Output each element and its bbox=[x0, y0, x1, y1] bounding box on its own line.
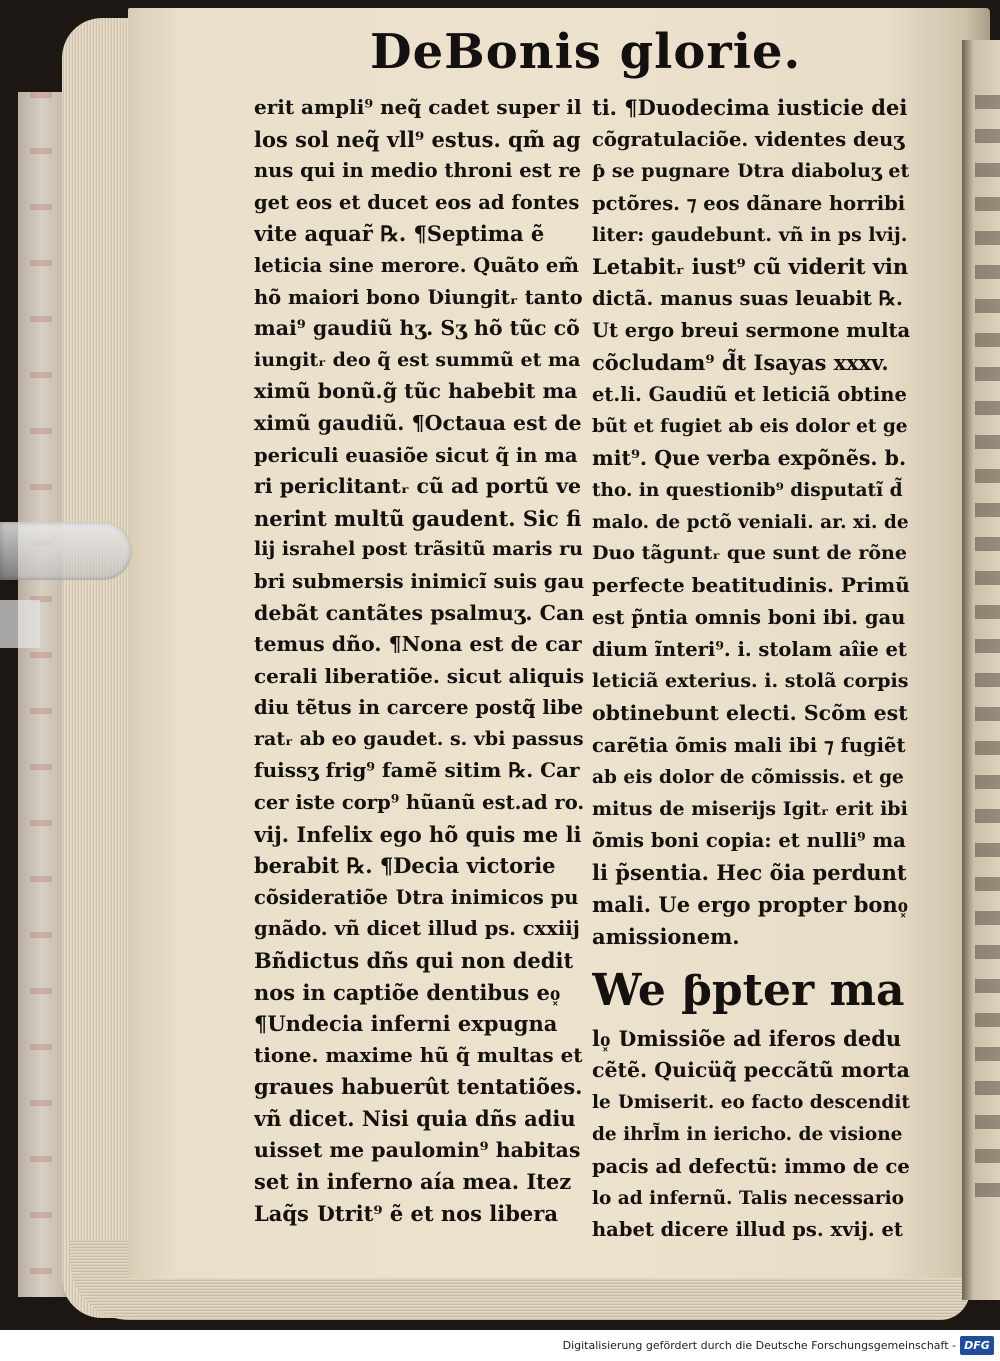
text-line: gnãdo. vñ dicet illud ps. cxxiij bbox=[254, 917, 580, 941]
text-line: ximũ gaudiũ. ¶Octaua est de bbox=[254, 410, 582, 435]
text-line: õmis boni copia: et nulli⁹ ma bbox=[592, 829, 906, 853]
text-line: berabit ℞. ¶Decia victorie bbox=[254, 853, 556, 879]
text-line: bri submersis inimicĩ suis gau bbox=[254, 569, 584, 593]
text-line: fuissʒ frig⁹ famẽ sitim ℞. Car bbox=[254, 758, 580, 783]
text-line: mali. Ue ergo propter bono͓ bbox=[592, 892, 909, 918]
text-line: mai⁹ gaudiũ hʒ. Sʒ hõ tũc cõ bbox=[254, 316, 580, 341]
text-line: Laq̃s Ʋtrit⁹ ẽ et nos libera bbox=[254, 1200, 558, 1226]
text-line: amissionem. bbox=[592, 924, 740, 950]
right-text-column bbox=[592, 92, 910, 1246]
text-line: cer iste corp⁹ hũanũ est.ad ro. bbox=[254, 791, 584, 815]
text-line: tho. in questionib⁹ disputatĩ d̃ bbox=[592, 479, 903, 501]
text-line: ti. ¶Duodecima iusticie dei bbox=[592, 95, 908, 120]
text-line: leticia sine merore. Quãto em̃ bbox=[254, 253, 579, 277]
text-line: de ihrl̃m in iericho. de visione bbox=[592, 1123, 903, 1145]
text-line: ratᵣ ab eo gaudet. s. vbi passus bbox=[254, 727, 584, 750]
text-line: est p̃ntia omnis boni ibi. gau bbox=[592, 606, 906, 630]
text-line: ri periclitantᵣ cũ ad portũ ve bbox=[254, 474, 582, 499]
text-line: dictã. manus suas leuabit ℞. bbox=[592, 287, 903, 311]
text-line: nerint multũ gaudent. Sic fi bbox=[254, 505, 582, 531]
text-line: graues habuerût tentatiões. bbox=[254, 1074, 583, 1100]
text-line: cerali liberatiõe. sicut aliquis bbox=[254, 663, 584, 688]
text-line: cõcludam⁹ d̃t Isayas xxxv. bbox=[592, 350, 889, 376]
text-line: diu tẽtus in carcere postq̃ libe bbox=[254, 696, 584, 720]
text-line: mitus de miserijs Igitᵣ erit ibi bbox=[592, 797, 908, 820]
text-line: lij israhel post trãsitũ maris ru bbox=[254, 538, 583, 561]
text-line: le Ʋmiserit. eo facto descendit bbox=[592, 1091, 910, 1113]
text-line: hõ maiori bono Ʋiungitᵣ tanto bbox=[254, 285, 583, 309]
footer-credit: Digitalisierung gefördert durch die Deutsche Forschungsgemeinschaft - bbox=[562, 1339, 956, 1352]
text-line: vñ dicet. Nisi quia dñs adiu bbox=[254, 1106, 576, 1131]
text-line: perfecte beatitudinis. Primũ bbox=[592, 573, 910, 598]
text-line: malo. de pctõ veniali. ar. xi. de bbox=[592, 511, 909, 533]
text-line: los sol neq̃ vll⁹ estus. qm̃ ag bbox=[254, 126, 581, 152]
text-line: Letabitᵣ iust⁹ cũ viderit vin bbox=[592, 254, 909, 280]
text-line: uisset me paulomin⁹ habitas bbox=[254, 1137, 581, 1162]
text-line: get eos et ducet eos ad fontes bbox=[254, 190, 580, 214]
text-line: Bñdictus dñs qui non dedit bbox=[254, 948, 574, 974]
text-line: ƥ se pugnare Ʋtra diaboluʒ et bbox=[592, 159, 910, 182]
text-line: set in inferno aía mea. Itez bbox=[254, 1169, 572, 1195]
text-line: temus dño. ¶Nona est de car bbox=[254, 632, 582, 657]
text-line: iungitᵣ deo q̃ est summũ et ma bbox=[254, 348, 581, 371]
footer-bar bbox=[0, 1330, 1000, 1361]
text-line: habet dicere illud ps. xvij. et bbox=[592, 1218, 903, 1242]
text-line: cõsideratiõe Ʋtra inimicos pu bbox=[254, 885, 579, 909]
text-line: vite aquar̃ ℞. ¶Septima ẽ bbox=[254, 221, 545, 247]
text-line: pctõres. ⁊ eos dãnare horribi bbox=[592, 191, 906, 215]
text-line: nus qui in medio throni est re bbox=[254, 159, 582, 183]
text-line: leticiã exterius. i. stolã corpis bbox=[592, 670, 909, 693]
text-line: periculi euasiõe sicut q̃ in ma bbox=[254, 443, 578, 467]
text-line: nos in captiõe dentibus eo͓ bbox=[254, 979, 561, 1005]
text-line: pacis ad defectũ: immo de ce bbox=[592, 1154, 910, 1178]
text-line: et.li. Gaudiũ et leticiã obtine bbox=[592, 383, 907, 407]
text-line: carẽtia õmis mali ibi ⁊ fugiẽt bbox=[592, 733, 906, 757]
text-line: obtinebunt electi. Scõm est bbox=[592, 700, 908, 725]
text-line: ¶Undecia inferni expugna bbox=[254, 1011, 558, 1037]
facing-page-text-texture bbox=[975, 95, 1000, 1215]
book-clamp-base bbox=[0, 600, 40, 648]
text-line: vij. Infelix ego hõ quis me li bbox=[254, 821, 582, 847]
text-line: cẽtẽ. Quicüq̃ peccãtũ morta bbox=[592, 1057, 910, 1082]
book-clamp bbox=[0, 522, 132, 580]
left-text-column bbox=[254, 92, 584, 1229]
text-line: Duo tãguntᵣ que sunt de rõne bbox=[592, 542, 907, 565]
text-line: ab eis dolor de cõmissis. et ge bbox=[592, 766, 904, 788]
section-heading: We ƥpter ma bbox=[592, 965, 905, 1017]
text-line: liter: gaudebunt. vñ in ps lvij. bbox=[592, 223, 908, 246]
text-line: mit⁹. Que verba expõnẽs. b. bbox=[592, 445, 907, 470]
text-line: dium ĩnteri⁹. i. stolam aîie et bbox=[592, 638, 907, 662]
text-line: ximũ bonũ.g̃ tũc habebit ma bbox=[254, 379, 578, 404]
text-line: Ut ergo breui sermone multa bbox=[592, 319, 910, 343]
text-line: li p̃sentia. Hec õia perdunt bbox=[592, 860, 907, 886]
board-left-texture bbox=[30, 92, 52, 1297]
text-line: tione. maxime hũ q̃ multas et bbox=[254, 1042, 583, 1067]
text-line: lo ad infernũ. Talis necessario bbox=[592, 1187, 904, 1209]
text-line: erit ampli⁹ neq̃ cadet super il bbox=[254, 95, 582, 119]
text-line: cõgratulaciõe. videntes deuʒ bbox=[592, 127, 905, 151]
text-line: lo͓ Ʋmissiõe ad iferos dedu bbox=[592, 1026, 902, 1052]
text-line: debãt cantãtes psalmuʒ. Can bbox=[254, 600, 584, 625]
running-head: DeBonis glorie. bbox=[370, 24, 802, 80]
text-line: bũt et fugiet ab eis dolor et ge bbox=[592, 415, 908, 437]
dfg-logo-icon[interactable]: DFG bbox=[960, 1336, 994, 1355]
